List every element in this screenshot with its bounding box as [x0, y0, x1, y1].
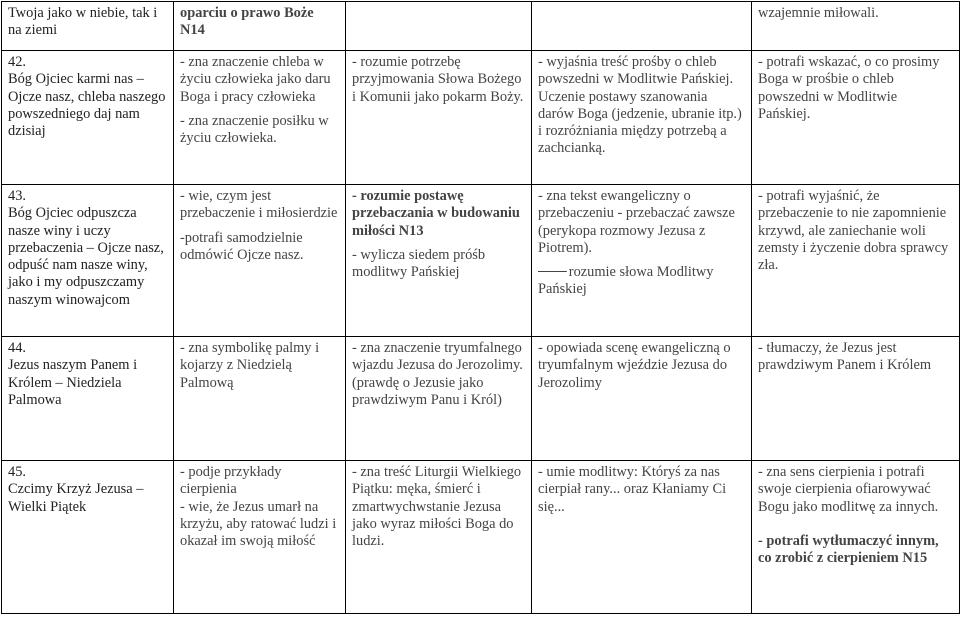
topic-text: Czcimy Krzyż Jezusa – Wielki Piątek — [8, 481, 144, 515]
know-cell — [346, 337, 532, 461]
topic-text: Bóg Ojciec odpuszcza nasze winy i uczy przebaczenia – Ojcze nasz, odpuść nam nasze winy, jako i my odpuszczamy naszym winowajcom — [8, 205, 164, 308]
content-text: - wie, że Jezus umarł na krzyżu, aby ratować ludzi i okazał im swoją miłość — [180, 498, 337, 550]
know-cell — [346, 461, 532, 614]
table-row — [2, 337, 960, 461]
can-text: - tłumaczy, że Jezus jest prawdziwym Panem i Królem — [758, 340, 932, 374]
understand-cell — [532, 337, 752, 461]
understand-cell — [532, 185, 752, 337]
topic-text: Bóg Ojciec karmi nas – Ojcze nasz, chleba naszego powszedniego daj nam dzisiaj — [8, 71, 166, 140]
content-text: -potrafi samodzielnie odmówić Ojcze nasz. — [180, 229, 304, 263]
understand-cell — [532, 2, 752, 51]
table-row — [2, 2, 960, 51]
topic-cell — [2, 337, 174, 461]
understand-phrase: rozumie słowa Modlitwy Pańskiej — [538, 264, 714, 298]
content-text: - podje przykłady cierpienia — [180, 464, 282, 498]
content-text: - zna znaczenie chleba w życiu człowieka jako daru Boga i pracy człowieka — [180, 54, 331, 105]
content-text: oparciu o prawo Boże N14 — [180, 5, 314, 39]
understand-cell — [532, 461, 752, 614]
topic-cell — [2, 2, 174, 51]
topic-number: 43. — [8, 188, 26, 204]
content-cell — [174, 337, 346, 461]
topic-cell — [2, 51, 174, 185]
table-row — [2, 51, 960, 185]
know-text: - wylicza siedem próśb modlitwy Pańskiej — [352, 246, 486, 281]
topic-number: 44. — [8, 340, 26, 356]
can-text: - potrafi wskazać, o co prosimy Boga w prośbie o chleb powszedni w Modlitwie Pańskiej. — [758, 54, 940, 122]
content-text: - zna znaczenie posiłku w życiu człowieka. — [180, 112, 329, 147]
content-cell — [174, 2, 346, 51]
can-cell — [752, 185, 960, 337]
topic-cell — [2, 461, 174, 614]
topic-text: Twoja jako w niebie, tak i na ziemi — [8, 5, 158, 39]
table-row — [2, 461, 960, 614]
know-cell — [346, 185, 532, 337]
topic-number: 45. — [8, 464, 26, 480]
understand-text: - zna tekst ewangeliczny o przebaczeniu - przebaczać zawsze (perykopa rozmowy Jezusa z Piotrem). — [538, 188, 735, 256]
can-text: - potrafi wyjaśnić, że przebaczenie to nie zapomnienie krzywd, ale zaniechanie woli zemsty i życzenie dobra sprawcy zła. — [758, 188, 949, 274]
topic-number: 42. — [8, 54, 26, 70]
know-text: - rozumie potrzebę przyjmowania Słowa Bożego i Komunii jako pokarm Boży. — [352, 54, 524, 105]
know-cell — [346, 2, 532, 51]
can-cell — [752, 51, 960, 185]
can-cell — [752, 2, 960, 51]
content-text: - wie, czym jest przebaczenie i miłosierdzie — [180, 188, 338, 222]
understand-text: - opowiada scenę ewangeliczną o tryumfalnym wjeździe Jezusa do Jerozolimy — [538, 340, 731, 391]
topic-cell — [2, 185, 174, 337]
curriculum-table — [1, 1, 960, 614]
understand-text-2 — [538, 264, 745, 299]
understand-text: - wyjaśnia treść prośby o chleb powszedni w Modlitwie Pańskiej. Uczenie postawy szanowania darów Boga (jedzenie, ubranie itp.) i rozróżniania między potrzebą a zachcianką. — [538, 54, 742, 157]
content-cell — [174, 185, 346, 337]
can-cell — [752, 337, 960, 461]
can-text: - zna sens cierpienia i potrafi swoje cierpienia ofiarowywać Bogu jako modlitwę za innych. — [758, 464, 939, 515]
content-text: - zna symbolikę palmy i kojarzy z Niedzielą Palmową — [180, 340, 320, 391]
can-text: - potrafi wytłumaczyć innym, co zrobić z cierpieniem N15 — [758, 532, 939, 567]
content-cell — [174, 51, 346, 185]
know-cell — [346, 51, 532, 185]
content-cell — [174, 461, 346, 614]
know-text: - rozumie postawę przebaczania w budowaniu miłości N13 — [352, 188, 520, 239]
understand-text: - umie modlitwy: Któryś za nas cierpiał rany... oraz Kłaniamy Ci się... — [538, 464, 727, 515]
can-cell — [752, 461, 960, 614]
know-text: - zna znaczenie tryumfalnego wjazdu Jezusa do Jerozolimy. (prawdę o Jezusie jako prawdziwym Panu i Król) — [352, 340, 523, 408]
topic-text: Jezus naszym Panem i Królem – Niedziela Palmowa — [8, 357, 138, 408]
table-row — [2, 185, 960, 337]
know-text: - zna treść Liturgii Wielkiego Piątku: męka, śmierć i zmartwychwstanie Jezusa jako wyraz miłości Boga do ludzi. — [352, 464, 522, 550]
understand-cell — [532, 51, 752, 185]
extra-text: wzajemnie miłowali. — [758, 5, 879, 21]
